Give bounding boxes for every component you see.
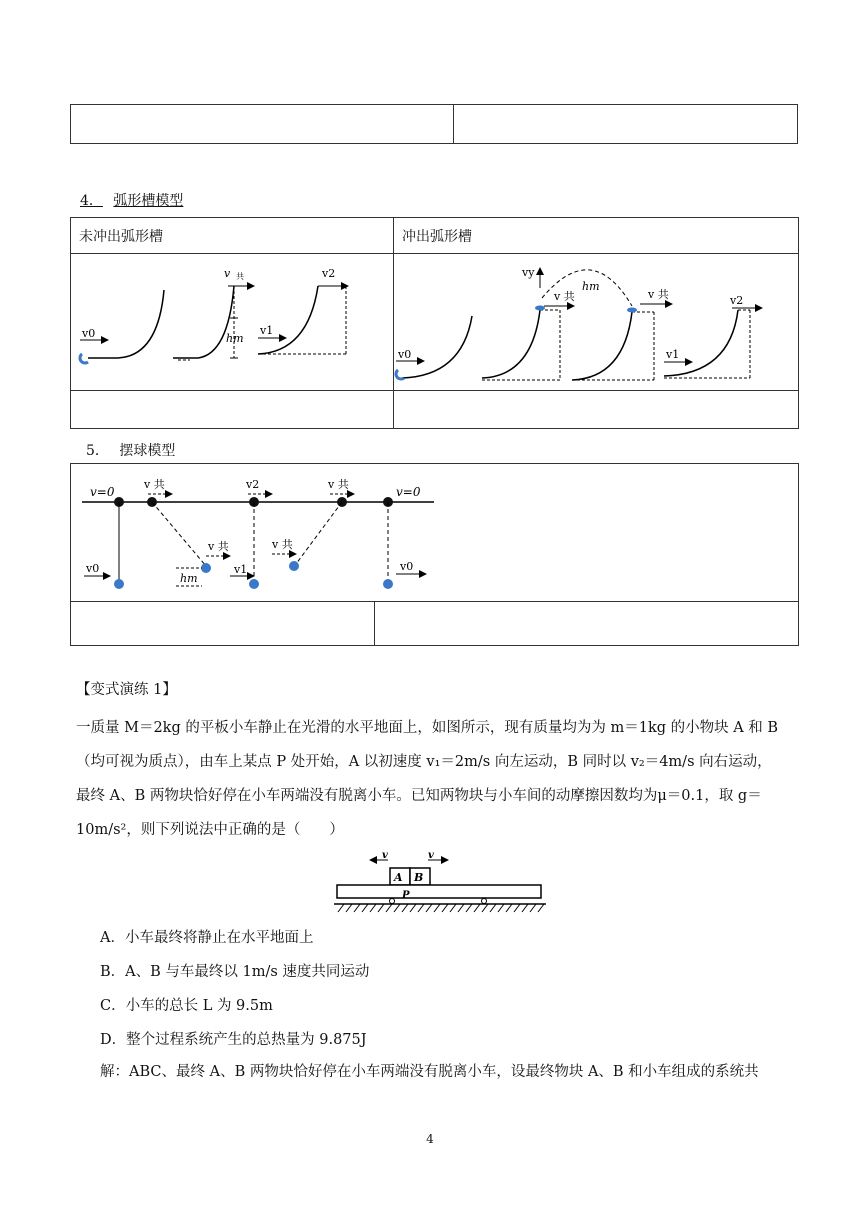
col-left-header — [71, 218, 394, 254]
cart-figure — [334, 850, 548, 916]
label-hm-b: hm — [582, 280, 600, 293]
svg-text:v: v — [382, 850, 388, 861]
pendulum-blank-left — [71, 602, 375, 646]
page-number: 4 — [426, 1132, 434, 1146]
label-v1-a: v1 — [260, 324, 274, 337]
label-vgong-a: v — [224, 267, 231, 280]
label-v-zero-b: v=0 — [396, 485, 421, 499]
exercise-line-3: 最终 A、B 两物块恰好停在小车两端没有脱离小车。已知两物块与小车间的动摩擦因数均为μ＝0.1，取 g＝ — [76, 788, 762, 804]
arc-exit-figure — [392, 258, 792, 384]
option-c: C．小车的总长 L 为 9.5m — [100, 998, 273, 1014]
label-v0-d: v0 — [400, 560, 414, 573]
option-d: D．整个过程系统产生的总热量为 9.875J — [100, 1032, 367, 1048]
label-v2-a: v2 — [322, 267, 336, 280]
label-v0-c: v0 — [86, 562, 100, 575]
pendulum-blank-right — [375, 602, 799, 646]
col-right-label: 冲出弧形槽 — [402, 229, 472, 245]
label-vgong-b: v 共 — [554, 290, 575, 303]
exercise-line-1: 一质量 M＝2kg 的平板小车静止在光滑的水平地面上，如图所示，现有质量均为为 m＝1kg 的小物块 A 和 B — [76, 720, 779, 736]
section4-heading — [80, 190, 183, 210]
label-vgong-e: v 共 — [208, 540, 229, 553]
section4-title: 弧形槽模型 — [113, 193, 184, 209]
label-v1-c: v1 — [234, 563, 248, 576]
block-a-label: A — [394, 871, 403, 884]
label-v0-b: v0 — [398, 348, 412, 361]
section5-title: 摆球模型 — [119, 443, 176, 459]
exercise-heading: 【变式演练 1】 — [76, 682, 177, 698]
option-a: A．小车最终将静止在水平地面上 — [100, 930, 314, 946]
col-right-header — [394, 218, 799, 254]
label-hm-c: hm — [180, 572, 198, 585]
svg-text:v: v — [428, 850, 434, 861]
label-v2-c: v2 — [246, 478, 260, 491]
option-b: B．A、B 与车最终以 1m/s 速度共同运动 — [100, 964, 370, 980]
top-table-cell-right — [454, 105, 798, 144]
point-p-label: P — [402, 890, 410, 901]
label-v1-b: v1 — [666, 348, 680, 361]
exercise-line-4: 10m/s²，则下列说法中正确的是（ ） — [76, 822, 344, 838]
exercise-line-2: （均可视为质点），由车上某点 P 处开始，A 以初速度 v₁＝2m/s 向左运动，B 同时以 v₂＝4m/s 向右运动， — [76, 754, 772, 770]
label-vgong-g: v 共 — [272, 538, 293, 551]
label-vgong-f: v 共 — [328, 478, 349, 491]
pendulum-figure — [80, 472, 440, 598]
block-b-label: B — [414, 871, 424, 884]
top-table-cell-left — [71, 105, 454, 144]
col-left-blank-cell — [71, 391, 394, 429]
section5-heading — [86, 440, 175, 460]
label-vy: vy — [522, 266, 535, 279]
label-v2-b: v2 — [730, 294, 744, 307]
col-left-label: 未冲出弧形槽 — [79, 229, 163, 245]
section4-number: 4． — [80, 193, 103, 209]
label-vgong-c: v 共 — [648, 288, 669, 301]
section5-number: 5． — [86, 443, 109, 459]
label-vgong-sub-a: 共 — [236, 272, 244, 281]
label-v0-a: v0 — [82, 327, 96, 340]
label-hm-a: hm — [226, 332, 244, 345]
arc-not-exit-figure — [78, 262, 378, 370]
col-right-blank-cell — [394, 391, 799, 429]
solution-line: 解：ABC、最终 A、B 两物块恰好停在小车两端没有脱离小车，设最终物块 A、B 和小车组成的系统共 — [100, 1064, 759, 1080]
label-v-zero-a: v=0 — [90, 485, 115, 499]
top-table — [70, 104, 798, 144]
label-vgong-d: v 共 — [144, 478, 165, 491]
